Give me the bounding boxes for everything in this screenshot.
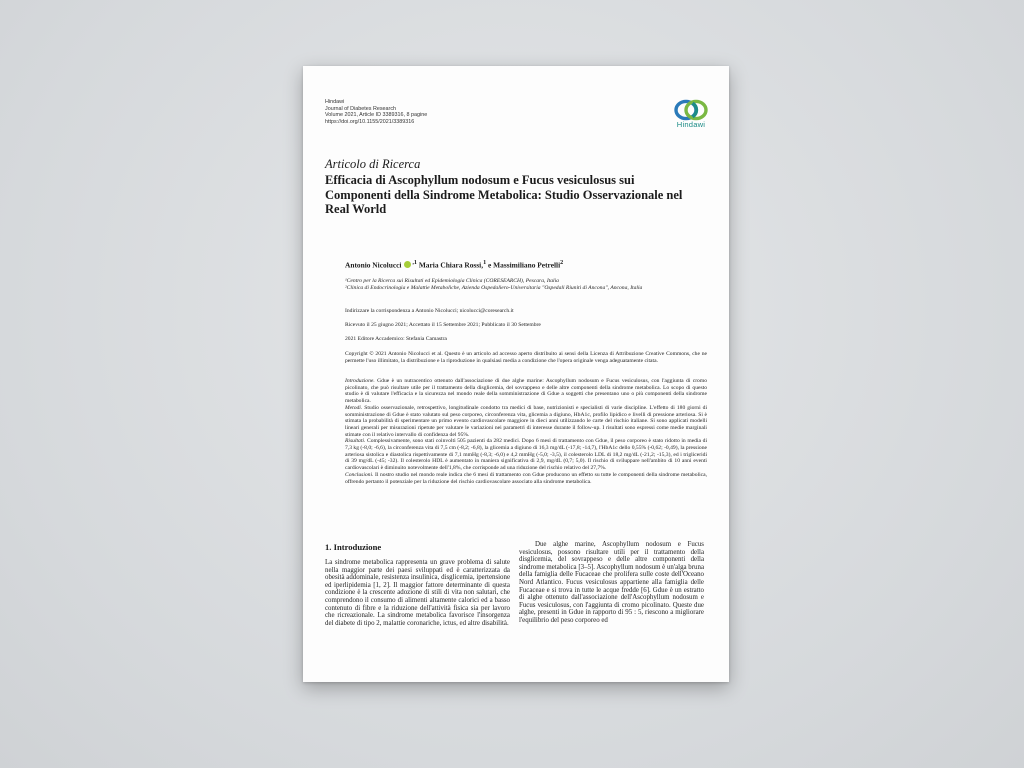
abstract	[345, 378, 707, 485]
dates-line: Ricevuto il 25 giugno 2021; Accettato il 15 Settembre 2021; Pubblicato il 30 Settembre	[345, 322, 541, 328]
author-name[interactable]: Antonio Nicolucci	[345, 260, 402, 270]
abstract-methods: Studio osservazionale, retrospettivo, longitudinale condotto tra medici di base, nutrizionisti e specialisti di varie discipline. L'effetto di 180 giorni di somministrazione di Gdue è stato valutato sul peso corporeo, circonferenza vita, glicemia a digiuno, HbA1c, profilo lipidico e livelli di pressione arteriosa. Si è stimata la probabilità di sperimentare un primo evento cardiovascolare maggiore in dieci anni utilizzando le carte del rischio italiane. Si sono applicati modelli lineari generali per misurazioni ripetute per valutare le variazioni nei parametri di interesse durante il follow-up. I risultati sono espressi come medie marginali stimate con il relativo intervallo di confidenza del 95%.	[345, 404, 707, 438]
academic-editor: 2021 Editore Accademico: Stefania Camastra	[345, 336, 447, 342]
abstract-label-conclusions: Conclusioni.	[345, 471, 374, 478]
doi-link[interactable]: https://doi.org/10.1155/2021/3389316	[325, 118, 415, 125]
affiliation-marker: 2	[560, 260, 564, 266]
logo-text: Hindawi	[676, 120, 706, 129]
abstract-label-methods: Metodi.	[345, 404, 363, 411]
author-list	[345, 259, 715, 269]
body-paragraph: La sindrome metabolica rappresenta un grave problema di salute nella maggior parte dei paesi sviluppati ed è caratterizzata da obesità addominale, resistenza insulinica, disglicemia, ipertensione ed iperlipidemia [1, 2]. Il maggior fattore determinante di questa condizione è la crescente adozione di stili di vita non salutari, che comprendono il consumo di alimenti altamente calorici ed a basso contenuto di fibre e la riduzione dell'attività fisica sia per lavoro che ricreazionale. La sindrome metabolica favorisce l'insorgenza del diabete di tipo 2, malattie coronariche, ictus, ed altre disabilità.	[325, 559, 510, 627]
abstract-results: Complessivamente, sono stati coinvolti 505 pazienti da 282 medici. Dopo 6 mesi di trattamento con Gdue, il peso corporeo è stato ridotto in media di 7,3 kg (-8,0; -6,6), la circonferenza vita di 7,5 cm (-8,2; -6,8), la glicemia a digiuno di 16,3 mg/dL (-17,8; -14,7), l'HbA1c dello 0,55% (-0,62; -0,49), la pressione arteriosa sistolica e diastolica rispettivamente di 7,1 mmHg (-8,3; -6,0) e 4,2 mmHg (-5,0; -3,5), il colesterolo LDL di 18,2 mg/dL (-21,2; -15,3), ed i trigliceridi di 39 mg/dL (-45; -32). Il colesterolo HDL è aumentato in maniera significativa di 2,9, mg/dL (0,7; 5,0). Il rischio di sviluppare nell'ambito di 10 anni eventi cardiovascolari è diminuito notevolmente dell'1,8%, che corrisponde ad una riduzione del rischio relativo del 27,7%.	[345, 438, 707, 472]
affiliations	[345, 278, 707, 291]
journal-header	[325, 99, 427, 125]
abstract-label-intro: Introduzione.	[345, 378, 375, 384]
affiliation: ²Clinica di Endocrinologia e Malattie Metaboliche, Azienda Ospedaliero-Universitaria "Ospedali Riuniti di Ancona", Ancona, Italia	[345, 284, 643, 291]
author-name[interactable]: e Massimiliano Petrelli	[488, 260, 561, 270]
article-page	[303, 66, 729, 682]
affiliation-marker: ,1	[412, 260, 417, 266]
section-heading: 1. Introduzione	[325, 542, 382, 552]
journal-name: Journal of Diabetes Research	[325, 105, 397, 112]
abstract-label-results: Risultati.	[345, 438, 366, 445]
hindawi-rings-icon	[673, 99, 709, 121]
article-title: Efficacia di Ascophyllum nodosum e Fucus vesiculosus sui Componenti della Sindrome Metabolica: Studio Osservazionale nel Real World	[325, 173, 683, 217]
affiliation: ¹Centro per la Ricerca sui Risultati ed Epidemiologia Clinica (CORESEARCH), Pescara, Italia	[345, 278, 559, 284]
abstract-conclusions: Il nostro studio nel mondo reale indica che 6 mesi di trattamento con Gdue producono un effetto su tutte le componenti della sindrome metabolica, offrendo pertanto il potenziale per la riduzione del rischio cardiovascolare associato alla sindrome metabolica.	[345, 471, 707, 485]
copyright-notice: Copyright © 2021 Antonio Nicolucci et al. Questo è un articolo ad accesso aperto distribuito ai sensi della Licenza di Attribuzione Creative Commons, che ne permette l'uso illimitato, la distribuzione e la riproduzione in qualsiasi media a condizione che l'opera originale venga adeguatamente citata.	[345, 351, 707, 364]
body-column-right	[519, 541, 704, 625]
article-type: Articolo di Ricerca	[325, 157, 421, 171]
body-paragraph: Due alghe marine, Ascophyllum nodosum e Fucus vesiculosus, possono risultare utili per il trattamento della disglicemia, del sovrappeso e delle altre componenti della sindrome metabolica [3–5]. Ascophyllum nodosum è un'alga bruna della famiglia delle Fucaceae che prolifera sulle coste dell'Oceano Nord Atlantico. Fucus vesiculosus appartiene alla famiglia delle Fucaceae e si trova in tutte le acque fredde [6]. Gdue è un estratto di alghe ottenuto dall'associazione dell'Ascophyllum nodosum e Fucus vesiculosus, con l'aggiunta di cromo picolinato. Queste due alghe, presenti in Gdue in rapporto di 95 : 5, riescono a migliorare l'equilibrio del peso corporeo ed	[519, 541, 704, 624]
publisher-name: Hindawi	[325, 99, 345, 105]
orcid-icon[interactable]	[404, 261, 411, 268]
affiliation-marker: 1	[483, 260, 487, 266]
correspondence: Indirizzare la corrispondenza a Antonio Nicolucci; nicolucci@coresearch.it	[345, 308, 514, 314]
hindawi-logo	[669, 99, 713, 131]
abstract-intro: Gdue è un nutracentico ottenuto dall'associazione di due alghe marine: Ascophyllum nodosum e Fucus vesiculosus, con l'aggiunta di cromo picolinato, che può risultare utile per il trattamento della disglicemia, del sovrappeso e delle altre componenti della sindrome metabolica. Lo scopo di questo studio è di valutare l'efficacia e la sicurezza nel mondo reale della somministrazione di Gdue a soggetti che presentano uno o più componenti della sindrome metabolica.	[345, 378, 707, 405]
author-name[interactable]: Maria Chiara Rossi,	[418, 260, 484, 270]
body-column-left	[325, 559, 510, 627]
volume-info: Volume 2021, Article ID 3389316, 8 pagine	[325, 112, 428, 119]
